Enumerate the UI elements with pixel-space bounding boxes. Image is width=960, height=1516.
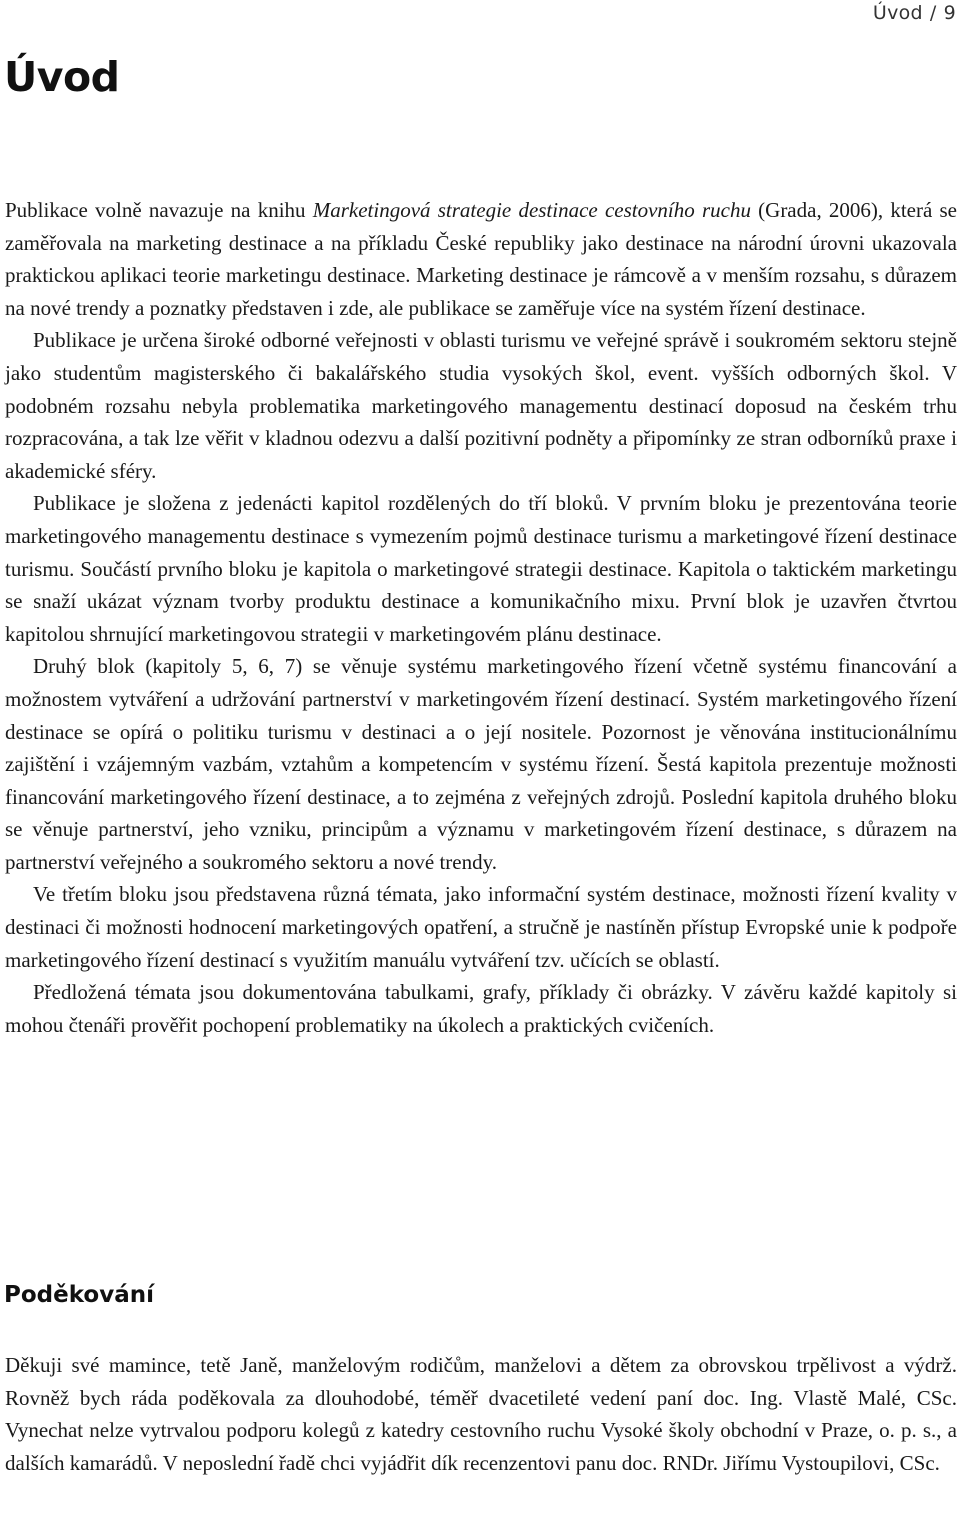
intro-paragraph-4: Druhý blok (kapitoly 5, 6, 7) se věnuje systému marketingového řízení včetně systému financování a možnostem vytváření a udržování partnerství v marketingovém řízení destinací. Systém marketingového řízení destinace se opírá o politiku turismu v destinaci a o její nositele. Pozornost je věnována institucionálnímu zajištění i vzájemným vazbám, vztahům a kompetencím v systému řízení. Šestá kapitola prezentuje možnosti financování marketingového řízení destinace, a to zejména z veřejných zdrojů. Poslední kapitola druhého bloku se věnuje partnerství, jeho vzniku, principům a významu v marketingovém řízení destinace, s důrazem na partnerství veřejného a soukromého sektoru a nové trendy. xyxy=(5,654,957,874)
intro-section xyxy=(5,194,957,1041)
acknowledgements-heading: Poděkování xyxy=(4,1282,154,1308)
header-separator: / xyxy=(929,2,937,24)
intro-paragraph-3: Publikace je složena z jedenácti kapitol rozdělených do tří bloků. V prvním bloku je prezentována teorie marketingového managementu destinace s vymezením pojmů destinace turismu a marketingové řízení destinace turismu. Součástí prvního bloku je kapitola o marketingové strategii destinace. Kapitola o taktickém marketingu se snaží ukázat význam tvorby produktu destinace a komunikačního mixu. První blok je uzavřen čtvrtou kapitolou shrnující marketingovou strategii v marketingovém plánu destinace. xyxy=(5,491,957,646)
intro-p1-before-italic: Publikace volně navazuje na knihu xyxy=(5,198,313,222)
intro-paragraph-5: Ve třetím bloku jsou představena různá témata, jako informační systém destinace, možnosti řízení kvality v destinaci či možnosti hodnocení marketingových opatření, a stručně je nastíněn přístup Evropské unie k podpoře marketingového řízení destinací s využitím manuálu vytváření tzv. učících se oblastí. xyxy=(5,882,957,972)
page-number: 9 xyxy=(943,2,956,24)
intro-paragraph-2: Publikace je určena široké odborné veřejnosti v oblasti turismu ve veřejné správě i soukromém sektoru stejně jako studentům magisterského či bakalářského studia vysokých škol, event. vyšších odborných škol. V podobném rozsahu nebyla problematika marketingového managementu destinací doposud na českém trhu rozpracována, a tak lze věřit v kladnou odezvu a další pozitivní podněty a připomínky ze stran odborníků praxe i akademické sféry. xyxy=(5,328,957,483)
intro-paragraph-6: Předložená témata jsou dokumentována tabulkami, grafy, příklady či obrázky. V závěru každé kapitoly si mohou čtenáři prověřit pochopení problematiky na úkolech a praktických cvičeních. xyxy=(5,980,957,1037)
running-header xyxy=(873,2,956,24)
intro-paragraph-1 xyxy=(5,194,957,324)
intro-p1-after-italic: (Grada, 2006), která se zaměřovala na marketing destinace a na příkladu České republiky jako destinace na národní úrovni ukazovala praktickou aplikaci teorie marketingu destinace. Marketing destinace je rámcově a v menším rozsahu, s důrazem na nové trendy a poznatky představen i zde, ale publikace se zaměřuje více na systém řízení destinace. xyxy=(5,198,958,320)
running-title: Úvod xyxy=(872,2,923,24)
acknowledgements-section xyxy=(5,1349,957,1479)
chapter-title: Úvod xyxy=(4,53,120,101)
book-title-italic: Marketingová strategie destinace cestovního ruchu xyxy=(312,198,751,222)
acknowledgements-paragraph: Děkuji své mamince, tetě Janě, manželovým rodičům, manželovi a dětem za obrovskou trpělivost a výdrž. Rovněž bych ráda poděkovala za dlouhodobé, téměř dvacetileté vedení paní doc. Ing. Vlastě Malé, CSc. Vynechat nelze vytrvalou podporu kolegů z katedry cestovního ruchu Vysoké školy obchodní v Praze, o. p. s., a dalších kamarádů. V neposlední řadě chci vyjádřit dík recenzentovi panu doc. RNDr. Jiřímu Vystoupilovi, CSc. xyxy=(5,1353,957,1475)
